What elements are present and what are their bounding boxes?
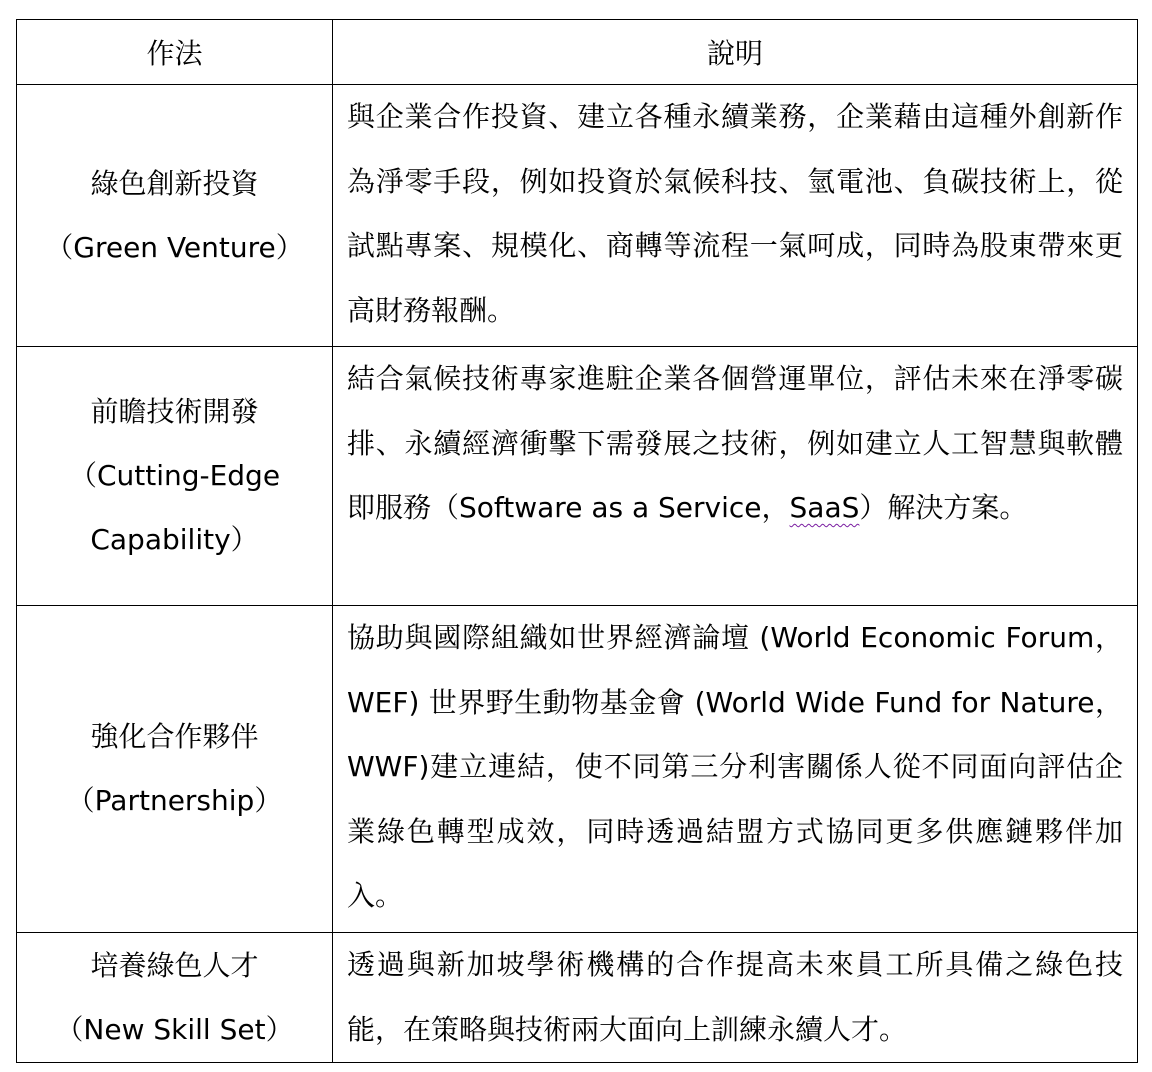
method-name: 綠色創新投資 <box>90 166 259 200</box>
description-cell: 透過與新加坡學術機構的合作提高未來員工所具備之綠色技能，在策略與技術兩大面向上訓練永續人才。 <box>333 933 1138 1063</box>
spellcheck-underlined-word: SaaS <box>789 491 860 524</box>
description-cell <box>333 347 1138 606</box>
description-text: 結合氣候技術專家進駐企業各個營運單位，評估未來在淨零碳排、永續經濟衝擊下需發展之技術，例如建立人工智慧與軟體即服務（Software as a Service， <box>347 362 1123 524</box>
table-row <box>17 85 1138 347</box>
method-english: （Cutting-Edge <box>68 459 281 492</box>
method-english: （Green Venture） <box>45 230 304 264</box>
method-name: 培養綠色人才 <box>90 948 259 982</box>
method-english: （New Skill Set） <box>55 1012 294 1046</box>
practices-table <box>16 19 1138 1063</box>
method-english: Capability） <box>90 523 259 556</box>
table-row <box>17 347 1138 606</box>
description-cell: 協助與國際組織如世界經濟論壇 (World Economic Forum，WEF) 世界野生動物基金會 (World Wide Fund for Nature，WWF)建立連結，使不同第三分利害關係人從不同面向評估企業綠色轉型成效，同時透過結盟方式協同更多供應鏈夥伴加入。 <box>333 606 1138 933</box>
method-name: 前瞻技術開發 <box>90 395 259 428</box>
table-header-row <box>17 20 1138 85</box>
method-cell <box>17 933 333 1063</box>
method-cell <box>17 85 333 347</box>
method-name: 強化合作夥伴 <box>90 720 259 753</box>
header-description: 說明 <box>333 20 1138 85</box>
method-cell <box>17 347 333 606</box>
method-english: （Partnership） <box>66 784 283 817</box>
table-row <box>17 606 1138 933</box>
description-cell: 與企業合作投資、建立各種永續業務，企業藉由這種外創新作為淨零手段，例如投資於氣候科技、氫電池、負碳技術上，從試點專案、規模化、商轉等流程一氣呵成，同時為股東帶來更高財務報酬。 <box>333 85 1138 347</box>
description-text: ）解決方案。 <box>859 491 1028 524</box>
method-cell <box>17 606 333 933</box>
table-row <box>17 933 1138 1063</box>
header-method: 作法 <box>17 20 333 85</box>
